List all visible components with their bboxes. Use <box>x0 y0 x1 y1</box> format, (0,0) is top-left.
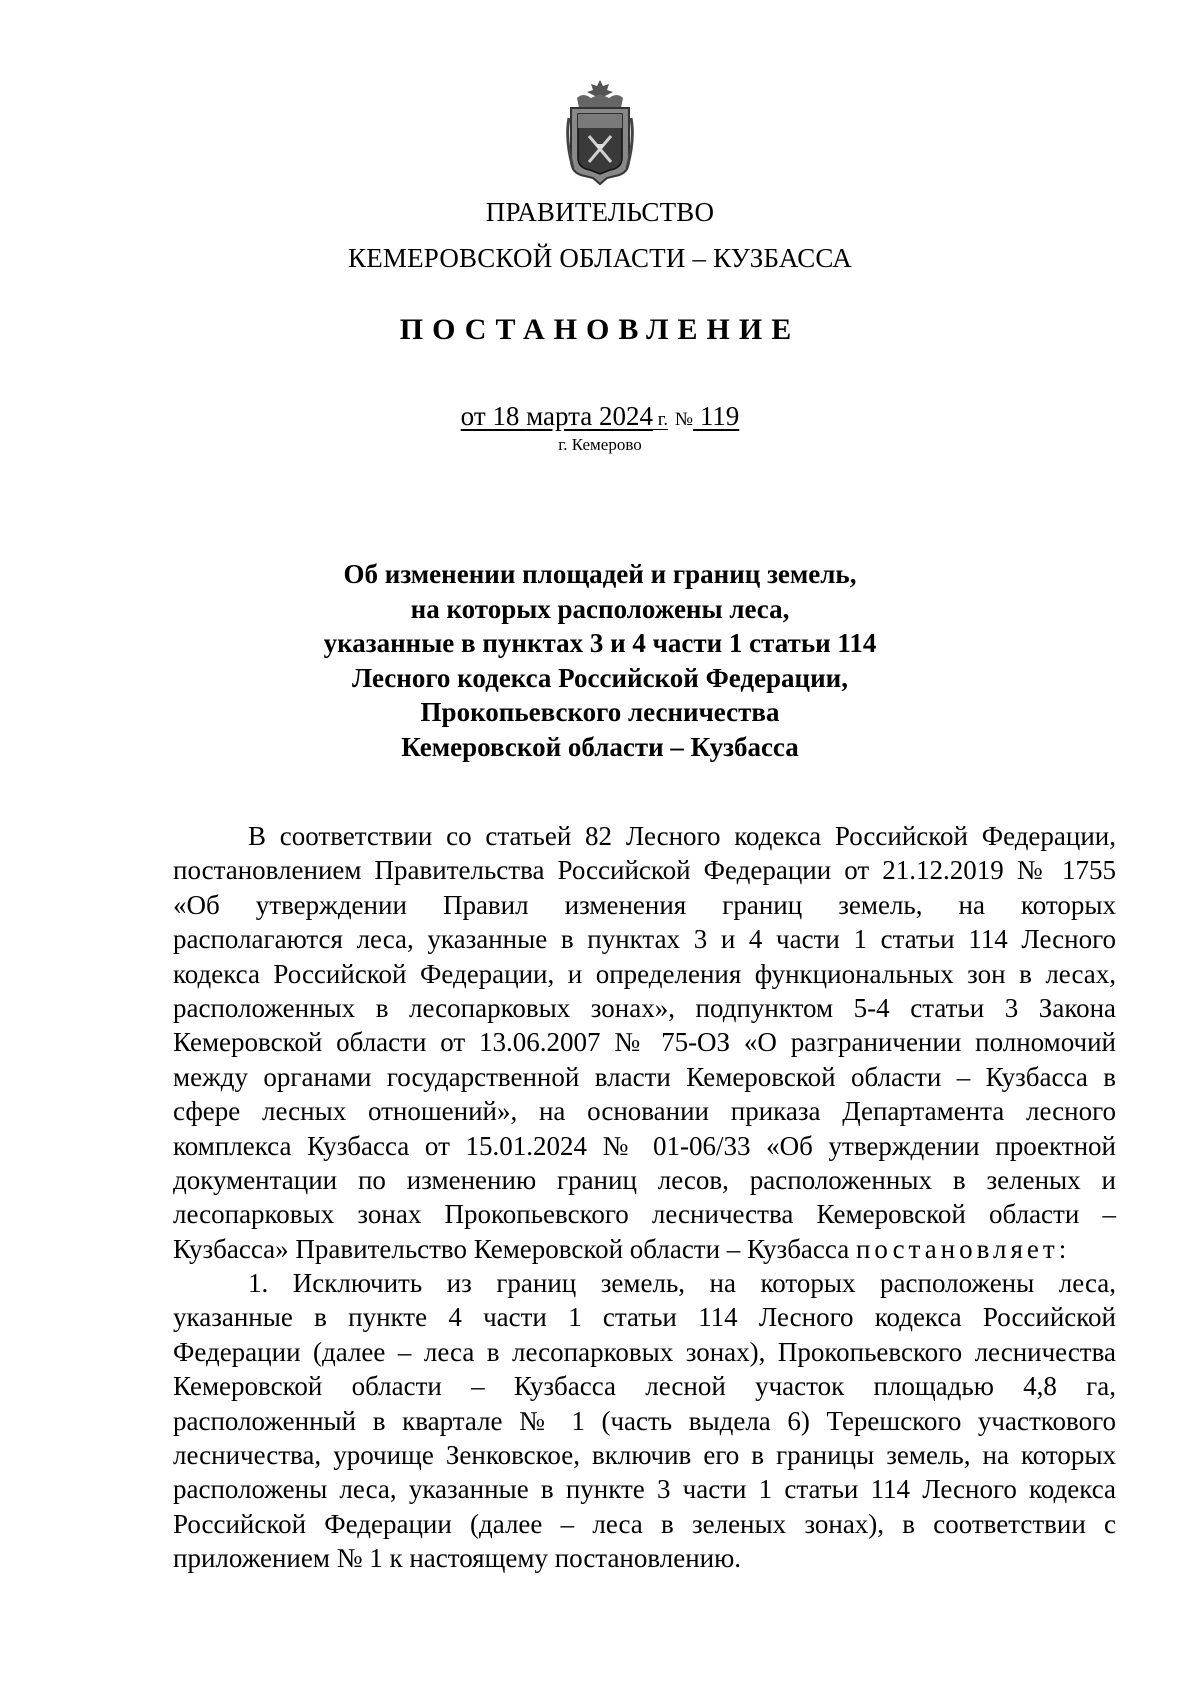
body-line: 1. Исключить из границ земель, на которых расположены леса, <box>248 1268 1116 1299</box>
body-line: расположенный в квартале № 1 (часть выдела 6) Терешского участкового <box>173 1405 1116 1436</box>
title-line: Кемеровской области – Кузбасса <box>401 731 799 762</box>
body-line: «Об утверждении Правил изменения границ земель, на которых <box>173 889 1116 920</box>
city-label: г. Кемерово <box>558 435 642 454</box>
body-line: документации по изменению границ лесов, расположенных в зеленых и <box>173 1164 1116 1195</box>
title-line: Лесного кодекса Российской Федерации, <box>352 662 848 693</box>
document-type-heading: ПОСТАНОВЛЕНИЕ <box>399 313 801 346</box>
title-line: Прокопьевского лесничества <box>420 697 780 728</box>
resolves-word: постановляет: <box>855 1233 1071 1264</box>
organization-name-line-2: КЕМЕРОВСКОЙ ОБЛАСТИ – КУЗБАССА <box>348 243 852 273</box>
body-line: между органами государственной власти Кемеровской области – Кузбасса в <box>173 1061 1116 1092</box>
organization-name-line-1: ПРАВИТЕЛЬСТВО <box>485 197 715 227</box>
body-line: Федерации (далее – леса в лесопарковых зонах), Прокопьевского лесничества <box>173 1336 1116 1367</box>
body-line: лесопарковых зонах Прокопьевского лесничества Кемеровской области – <box>173 1199 1116 1230</box>
body-line: приложением № 1 к настоящему постановлению. <box>173 1543 742 1574</box>
body-line: Российской Федерации (далее – леса в зеленых зонах), в соответствии с <box>173 1508 1116 1539</box>
body-line: В соответствии со статьей 82 Лесного кодекса Российской Федерации, <box>248 821 1116 851</box>
body-line: кодекса Российской Федерации, и определения функциональных зон в лесах, <box>173 958 1116 989</box>
title-line: Об изменении площадей и границ земель, <box>343 559 857 589</box>
title-line: указанные в пунктах 3 и 4 части 1 статьи 114 <box>323 628 877 659</box>
document-number: 119 <box>693 401 740 431</box>
document-date: от 18 марта 2024 <box>460 401 654 431</box>
body-line: постановлением Правительства Российской Федерации от 21.12.2019 № 1755 <box>173 855 1116 886</box>
number-sign: № <box>674 409 694 430</box>
date-number-line <box>0 401 1200 432</box>
body-line <box>173 1232 1116 1266</box>
body-text: Кузбасса» Правительство Кемеровской области – Кузбасса <box>173 1233 850 1264</box>
body-line: сфере лесных отношений», на основании приказа Департамента лесного <box>173 1096 1116 1127</box>
body-line: располагаются леса, указанные в пунктах 3 и 4 части 1 статьи 114 Лесного <box>173 924 1116 955</box>
body-line: комплекса Кузбасса от 15.01.2024 № 01-06/33 «Об утверждении проектной <box>173 1130 1116 1161</box>
document-body <box>173 819 1116 1576</box>
body-line: Кемеровской области от 13.06.2007 № 75-ОЗ «О разграничении полномочий <box>173 1027 1116 1058</box>
body-line: расположенных в лесопарковых зонах», подпунктом 5-4 статьи 3 Закона <box>173 992 1116 1023</box>
body-line: лесничества, урочище Зенковское, включив его в границы земель, на которых <box>173 1440 1116 1471</box>
title-line: на которых расположены леса, <box>410 593 790 624</box>
year-suffix: г. <box>653 409 669 430</box>
body-line: указанные в пункте 4 части 1 статьи 114 Лесного кодекса Российской <box>173 1302 1116 1333</box>
body-line: Кемеровской области – Кузбасса лесной участок площадью 4,8 га, <box>173 1371 1116 1402</box>
body-line: расположены леса, указанные в пункте 3 части 1 статьи 114 Лесного кодекса <box>173 1474 1116 1505</box>
coat-of-arms-emblem <box>565 78 635 186</box>
document-title <box>0 557 1200 765</box>
